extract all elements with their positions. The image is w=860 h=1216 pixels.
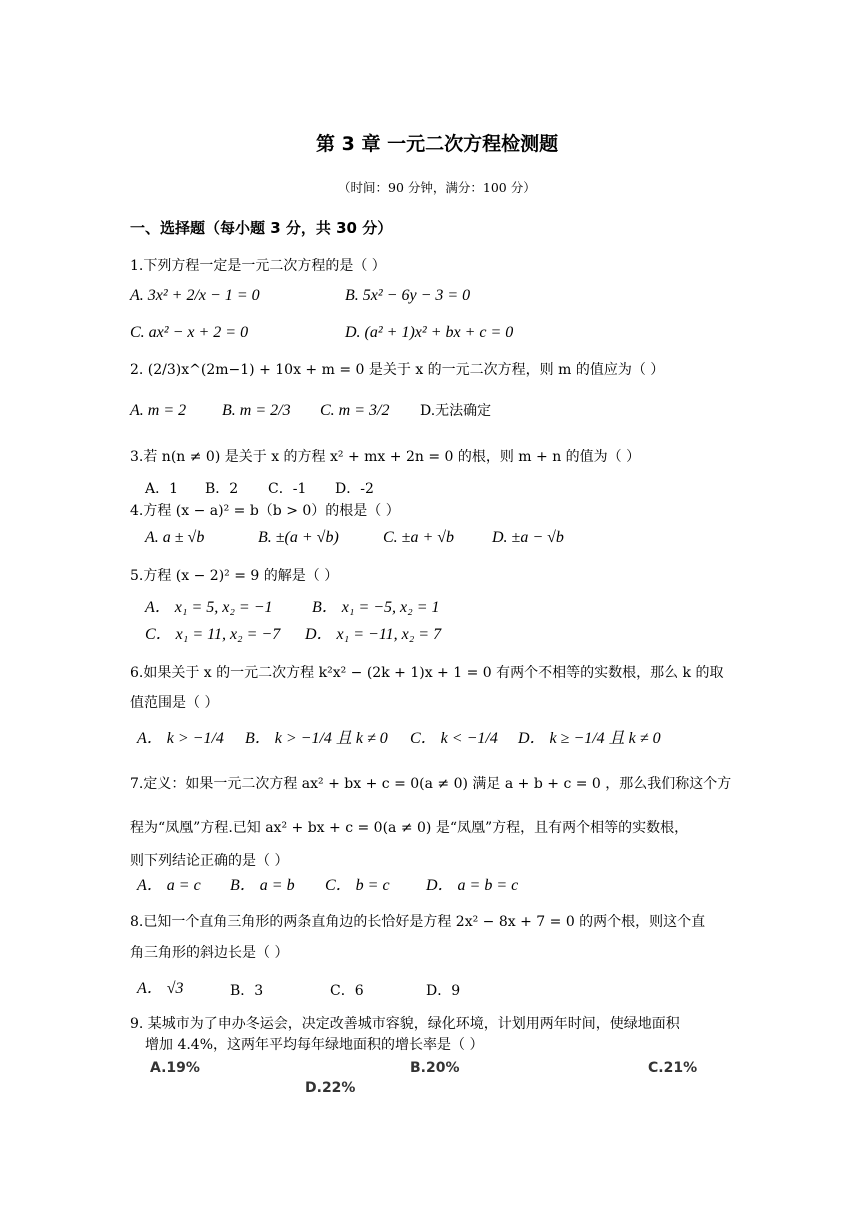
question-3-option-c: C．-1 xyxy=(268,481,307,497)
question-3-option-d: D．-2 xyxy=(335,481,374,497)
question-4-option-b: B. ±(a + √b) xyxy=(258,529,339,546)
question-4-option-d: D. ±a − √b xyxy=(492,529,564,546)
question-8-option-c: C．6 xyxy=(330,983,364,999)
question-5-stem: 5.方程 (x − 2)² = 9 的解是（ ） xyxy=(130,568,339,584)
question-8-stem: 8.已知一个直角三角形的两条直角边的长恰好是方程 2x² − 8x + 7 = 0 的两个根，则这个直 xyxy=(130,914,706,930)
question-9-option-d: D.22% xyxy=(305,1080,356,1096)
question-7-stem-cont: 程为“凤凰”方程.已知 ax² + bx + c = 0(a ≠ 0) 是“凤凰”方程，且有两个相等的实数根， xyxy=(130,820,689,836)
question-2-option-d: D.无法确定 xyxy=(420,403,492,419)
question-6-stem: 6.如果关于 x 的一元二次方程 k²x² − (2k + 1)x + 1 = 0 有两个不相等的实数根，那么 k 的取 xyxy=(130,665,724,681)
question-1-option-d: D. (a² + 1)x² + bx + c = 0 xyxy=(345,324,514,341)
question-6-option-c: C． k < −1/4 xyxy=(410,730,498,747)
question-2-option-a: A. m = 2 xyxy=(130,402,187,419)
question-4-option-c: C. ±a + √b xyxy=(383,529,455,546)
question-9-stem: 9. 某城市为了申办冬运会，决定改善城市容貌，绿化环境，计划用两年时间，使绿地面积 xyxy=(130,1016,680,1032)
question-2-option-c: C. m = 3/2 xyxy=(320,402,390,419)
exam-info: （时间：90 分钟，满分：100 分） xyxy=(338,180,536,195)
question-9-option-c: C.21% xyxy=(648,1060,698,1076)
question-8-option-d: D．9 xyxy=(426,983,461,999)
question-1-stem: 1.下列方程一定是一元二次方程的是（ ） xyxy=(130,258,386,274)
question-3-stem: 3.若 n(n ≠ 0) 是关于 x 的方程 x² + mx + 2n = 0 的根，则 m + n 的值为（ ） xyxy=(130,449,641,465)
page-title: 第 3 章 一元二次方程检测题 xyxy=(316,133,559,155)
question-2-stem: 2. (2/3)x^(2m−1) + 10x + m = 0 是关于 x 的一元二次方程，则 m 的值应为（ ） xyxy=(130,362,665,378)
question-8-option-a: A． √3 xyxy=(137,980,184,997)
question-6-option-b: B． k > −1/4 且 k ≠ 0 xyxy=(245,730,388,747)
question-5-option-b: B． x₁ = −5, x₂ = 1 xyxy=(312,599,440,616)
question-7-option-c: C． b = c xyxy=(325,877,390,894)
question-7-stem: 7.定义：如果一元二次方程 ax² + bx + c = 0(a ≠ 0) 满足 a + b + c = 0 ，那么我们称这个方 xyxy=(130,776,732,792)
question-1-option-b: B. 5x² − 6y − 3 = 0 xyxy=(345,287,471,304)
question-7-stem-end: 则下列结论正确的是（ ） xyxy=(130,853,289,869)
question-9-option-a: A.19% xyxy=(150,1060,200,1076)
question-5-option-a: A． x₁ = 5, x₂ = −1 xyxy=(145,599,273,616)
question-9-option-b: B.20% xyxy=(410,1060,460,1076)
question-6-stem-cont: 值范围是（ ） xyxy=(130,695,219,711)
question-7-option-d: D． a = b = c xyxy=(426,877,519,894)
question-7-option-a: A． a = c xyxy=(137,877,201,894)
question-8-stem-cont: 角三角形的斜边长是（ ） xyxy=(130,945,289,961)
question-1-option-a: A. 3x² + 2/x − 1 = 0 xyxy=(130,287,260,304)
question-1-option-c: C. ax² − x + 2 = 0 xyxy=(130,324,249,341)
question-5-option-d: D． x₁ = −11, x₂ = 7 xyxy=(305,626,442,643)
question-7-option-b: B． a = b xyxy=(230,877,295,894)
question-6-option-a: A． k > −1/4 xyxy=(137,730,224,747)
question-6-option-d: D． k ≥ −1/4 且 k ≠ 0 xyxy=(518,730,661,747)
question-3-option-b: B．2 xyxy=(205,481,239,497)
question-8-option-b: B．3 xyxy=(230,983,264,999)
question-2-option-b: B. m = 2/3 xyxy=(222,402,291,419)
question-4-stem: 4.方程 (x − a)² = b（b > 0）的根是（ ） xyxy=(130,503,400,519)
question-5-option-c: C． x₁ = 11, x₂ = −7 xyxy=(145,626,281,643)
question-9-stem-cont: 增加 4.4%，这两年平均每年绿地面积的增长率是（ ） xyxy=(145,1037,484,1053)
section-heading: 一、选择题（每小题 3 分，共 30 分） xyxy=(130,219,393,237)
question-4-option-a: A. a ± √b xyxy=(145,529,205,546)
question-3-option-a: A．1 xyxy=(145,481,179,497)
